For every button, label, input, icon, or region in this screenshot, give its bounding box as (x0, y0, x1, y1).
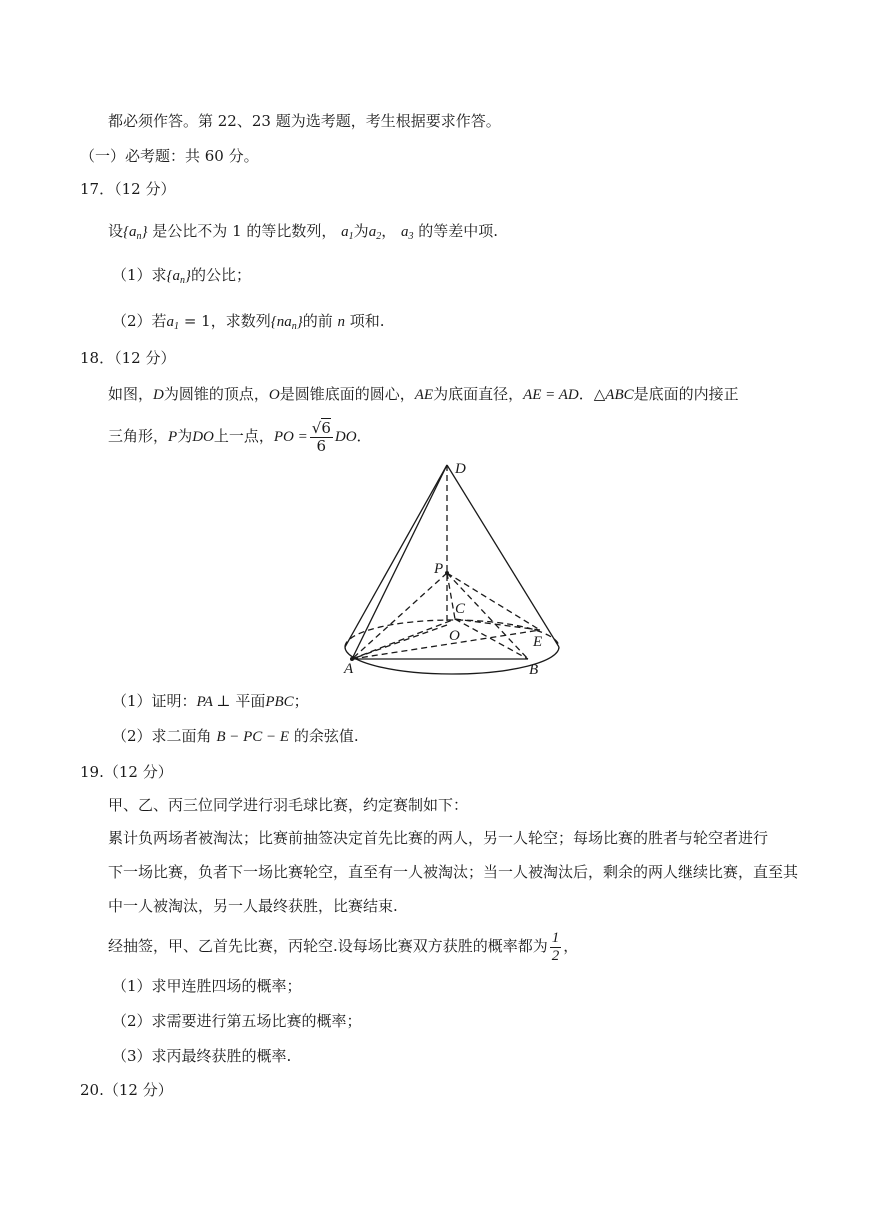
q18-header (80, 348, 175, 368)
q19-line4: 中一人被淘汰，另一人最终获胜，比赛结束. (108, 897, 398, 915)
expr-PA-perp: PA ⊥ (196, 694, 231, 710)
eq-AE-AD: AE = AD (523, 387, 579, 403)
q20-score: （12 分） (103, 1081, 173, 1099)
q18-score: （12 分） (114, 349, 176, 367)
q18-line1: 如图，D为圆锥的顶点，O是圆锥底面的圆心，AE为底面直径，AE = AD．△ABC是底面的内接正 (108, 385, 739, 403)
var-n: n (337, 314, 346, 330)
label-O: O (449, 628, 460, 644)
q19-line5: 经抽签，甲、乙首先比赛，丙轮空.设每场比赛双方获胜的概率都为 $\frac{1}{2}$ ， (108, 929, 579, 964)
q19-score: （12 分） (103, 763, 173, 781)
q19-header (80, 762, 173, 782)
cone-figure (330, 455, 570, 685)
q18-line2: 三角形，P为DO上一点，PO = $\frac{√6}{6}$ DO． (108, 418, 372, 455)
q20-header (80, 1080, 173, 1100)
label-D: D (455, 461, 466, 477)
seq-na-n: $\{na_n\}$ (270, 314, 303, 332)
fraction-one-half: $\frac{1}{2}$ (551, 929, 560, 964)
q17-stem-text: 为 (353, 222, 369, 240)
base-ellipse-front (345, 647, 559, 674)
label-P: P (434, 561, 444, 577)
var-P: P (168, 429, 178, 445)
q17-score: （12 分） (114, 180, 176, 198)
var-PO: PO = (273, 429, 308, 445)
segment-PC (447, 573, 455, 619)
label-A: A (344, 661, 354, 677)
generator-left (345, 465, 447, 647)
label-E: E (533, 634, 543, 650)
segment-CB (455, 619, 528, 659)
q17-part1: （1）求$\{a_n\}$的公比； (112, 266, 252, 286)
triangle-ABC: △ABC (593, 387, 634, 403)
label-C: C (455, 601, 466, 617)
q17-stem-text: ， (381, 222, 397, 240)
q17-number: 17． (80, 180, 115, 198)
q17-header (80, 179, 175, 199)
q17-stem-text: 设 (108, 222, 124, 240)
q18-part1: （1）证明：PA ⊥ 平面PBC； (112, 692, 309, 710)
term-a3: $a_3$ (400, 224, 414, 242)
q19-number: 19. (80, 763, 104, 781)
q18-part2: （2）求二面角 B − PC − E 的余弦值. (112, 727, 359, 745)
q19-line2: 累计负两场者被淘汰；比赛前抽签决定首先比赛的两人，另一人轮空；每场比赛的胜者与轮空者进行 (108, 829, 769, 847)
segment-AE (352, 630, 543, 659)
var-DO: DO (334, 429, 357, 445)
var-D: D (153, 387, 164, 403)
q19-part1: （1）求甲连胜四场的概率； (112, 977, 302, 995)
seq-a-n: $\{a_n\}$ (123, 224, 148, 242)
q17-stem (108, 221, 498, 242)
expr-dihedral-angle: B − PC − E (216, 729, 290, 745)
q19-line1: 甲、乙、丙三位同学进行羽毛球比赛，约定赛制如下： (108, 796, 469, 814)
q17-stem-text: 的等差中项. (418, 222, 499, 240)
term-a1: $a_1$ (166, 314, 180, 332)
q19-part3: （3）求丙最终获胜的概率. (112, 1047, 292, 1065)
var-DO: DO (192, 429, 214, 445)
var-AE: AE (414, 387, 434, 403)
term-a2: $a_2$ (368, 224, 382, 242)
section-title: （一）必考题：共 60 分。 (80, 147, 259, 165)
var-O: O (268, 387, 280, 403)
segment-CE (455, 619, 540, 630)
seq-a-n: $\{a_n\}$ (166, 268, 192, 286)
q17-part2: （2）若$a_1 = 1$，求数列$\{na_n\}$的前 n 项和. (112, 312, 385, 332)
q20-number: 20. (80, 1081, 104, 1099)
q17-stem-text: 是公比不为 1 的等比数列， (152, 222, 337, 240)
generator-right (447, 465, 559, 647)
label-B: B (529, 662, 539, 678)
term-a1: $a_1$ (341, 224, 354, 242)
q18-number: 18． (80, 349, 115, 367)
q19-part2: （2）求需要进行第五场比赛的概率； (112, 1012, 362, 1030)
fraction-sqrt6-over-6: $\frac{√6}{6}$ (311, 418, 331, 455)
intro-text: 都必须作答。第 22、23 题为选考题，考生根据要求作答。 (108, 112, 501, 130)
q19-line3: 下一场比赛，负者下一场比赛轮空，直至有一人被淘汰；当一人被淘汰后，剩余的两人继续比赛，直至其 (108, 863, 799, 881)
plane-PBC: PBC (265, 694, 294, 710)
